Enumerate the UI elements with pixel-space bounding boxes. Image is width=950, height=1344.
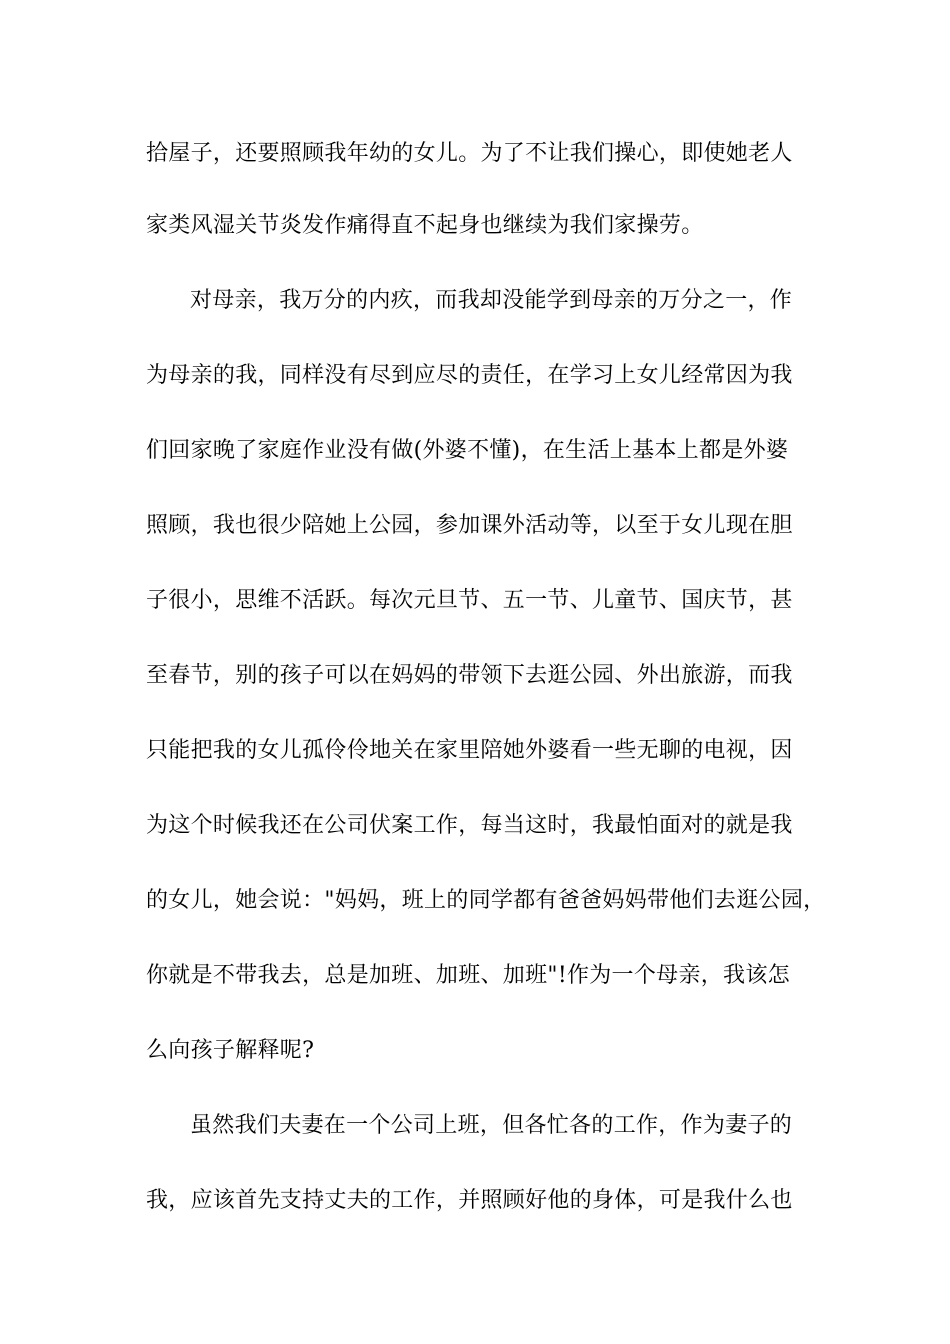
text-line: 为母亲的我，同样没有尽到应尽的责任，在学习上女儿经常因为我 — [146, 363, 793, 388]
text-line: 至春节，别的孩子可以在妈妈的带领下去逛公园、外出旅游，而我 — [146, 663, 793, 688]
text-line: 的女儿，她会说："妈妈，班上的同学都有爸爸妈妈带他们去逛公园， — [146, 888, 826, 913]
text-line: 你就是不带我去，总是加班、加班、加班"!作为一个母亲，我该怎 — [146, 963, 790, 988]
text-line: 家类风湿关节炎发作痛得直不起身也继续为我们家操劳。 — [146, 213, 704, 238]
text-line: 么向孩子解释呢? — [146, 1038, 315, 1063]
text-line: 拾屋子，还要照顾我年幼的女儿。为了不让我们操心，即使她老人 — [146, 141, 793, 166]
paragraph-first-line: 对母亲，我万分的内疚，而我却没能学到母亲的万分之一，作 — [190, 288, 793, 313]
text-line: 我，应该首先支持丈夫的工作，并照顾好他的身体，可是我什么也 — [146, 1188, 793, 1213]
text-line: 为这个时候我还在公司伏案工作，每当这时，我最怕面对的就是我 — [146, 813, 793, 838]
text-line: 们回家晚了家庭作业没有做(外婆不懂)，在生活上基本上都是外婆 — [146, 438, 789, 463]
text-line: 子很小，思维不活跃。每次元旦节、五一节、儿童节、国庆节，甚 — [146, 588, 793, 613]
paragraph-first-line: 虽然我们夫妻在一个公司上班，但各忙各的工作，作为妻子的 — [190, 1113, 793, 1138]
text-line: 只能把我的女儿孤伶伶地关在家里陪她外婆看一些无聊的电视，因 — [146, 738, 793, 763]
text-line: 照顾，我也很少陪她上公园，参加课外活动等，以至于女儿现在胆 — [146, 513, 793, 538]
